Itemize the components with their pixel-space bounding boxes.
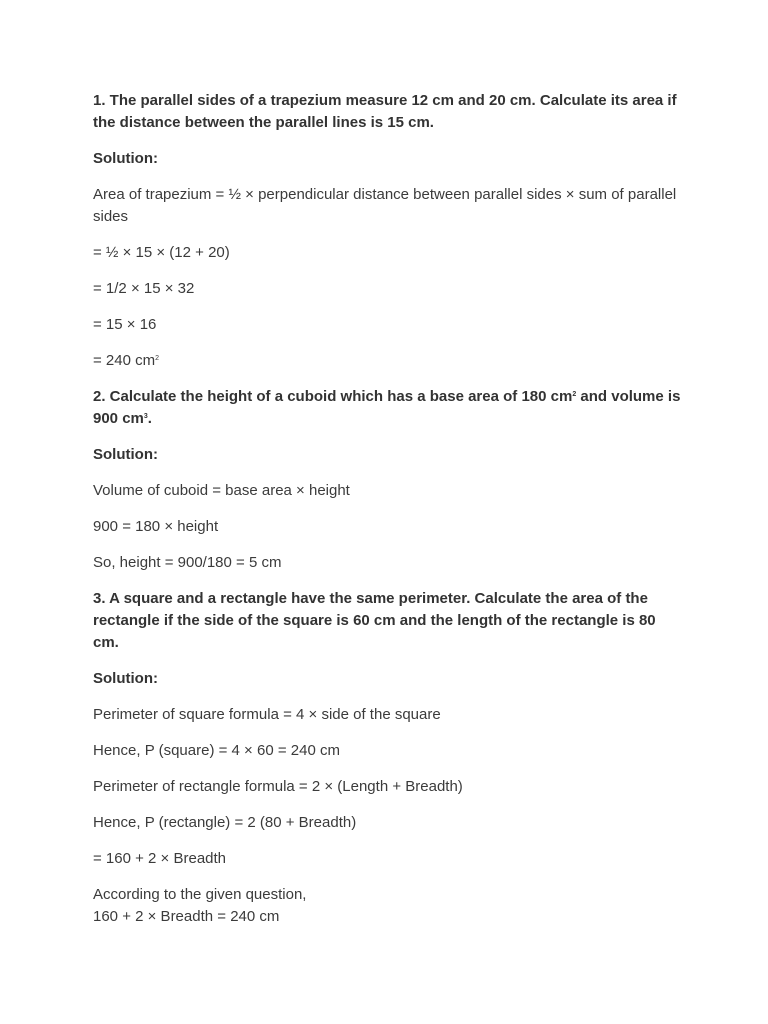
question-2 bbox=[93, 386, 683, 430]
question-2-exponent-b: 3 bbox=[143, 413, 148, 420]
q1-step-1: = ½ × 15 × (12 + 20) bbox=[93, 244, 230, 261]
q3-line-2: Hence, P (square) = 4 × 60 = 240 cm bbox=[93, 742, 340, 759]
solution-label-3: Solution: bbox=[93, 670, 158, 687]
solution-label-1: Solution: bbox=[93, 150, 158, 167]
question-2-part-b: and volume is 900 cm bbox=[93, 388, 681, 427]
q3-line-6a: According to the given question, bbox=[93, 886, 307, 903]
q1-formula: Area of trapezium = ½ × perpendicular distance between parallel sides × sum of parallel sides bbox=[93, 186, 677, 225]
q2-step-2: So, height = 900/180 = 5 cm bbox=[93, 554, 282, 571]
question-2-exponent-a: 2 bbox=[572, 391, 577, 398]
q1-step-3: = 15 × 16 bbox=[93, 316, 157, 333]
q3-line-6 bbox=[93, 884, 683, 928]
q3-line-6b: 160 + 2 × Breadth = 240 cm bbox=[93, 908, 280, 925]
q3-line-1: Perimeter of square formula = 4 × side of the square bbox=[93, 706, 441, 723]
question-1: 1. The parallel sides of a trapezium measure 12 cm and 20 cm. Calculate its area if the distance between the parallel lines is 15 cm. bbox=[93, 92, 677, 131]
q1-step-4-text: = 240 cm bbox=[93, 352, 156, 369]
q2-formula: Volume of cuboid = base area × height bbox=[93, 482, 350, 499]
q3-line-4: Hence, P (rectangle) = 2 (80 + Breadth) bbox=[93, 814, 357, 831]
question-3: 3. A square and a rectangle have the same perimeter. Calculate the area of the rectangle if the side of the square is 60 cm and the length of the rectangle is 80 cm. bbox=[93, 590, 656, 651]
question-2-part-a: 2. Calculate the height of a cuboid which has a base area of 180 cm bbox=[93, 388, 573, 405]
q1-step-2: = 1/2 × 15 × 32 bbox=[93, 280, 195, 297]
question-2-part-c: . bbox=[147, 410, 152, 427]
q1-step-4-exponent: 2 bbox=[155, 355, 160, 362]
q1-step-4 bbox=[93, 350, 683, 372]
q3-line-3: Perimeter of rectangle formula = 2 × (Length + Breadth) bbox=[93, 778, 463, 795]
solution-label-2: Solution: bbox=[93, 446, 158, 463]
q2-step-1: 900 = 180 × height bbox=[93, 518, 219, 535]
document-page bbox=[93, 90, 683, 942]
q3-line-5: = 160 + 2 × Breadth bbox=[93, 850, 227, 867]
